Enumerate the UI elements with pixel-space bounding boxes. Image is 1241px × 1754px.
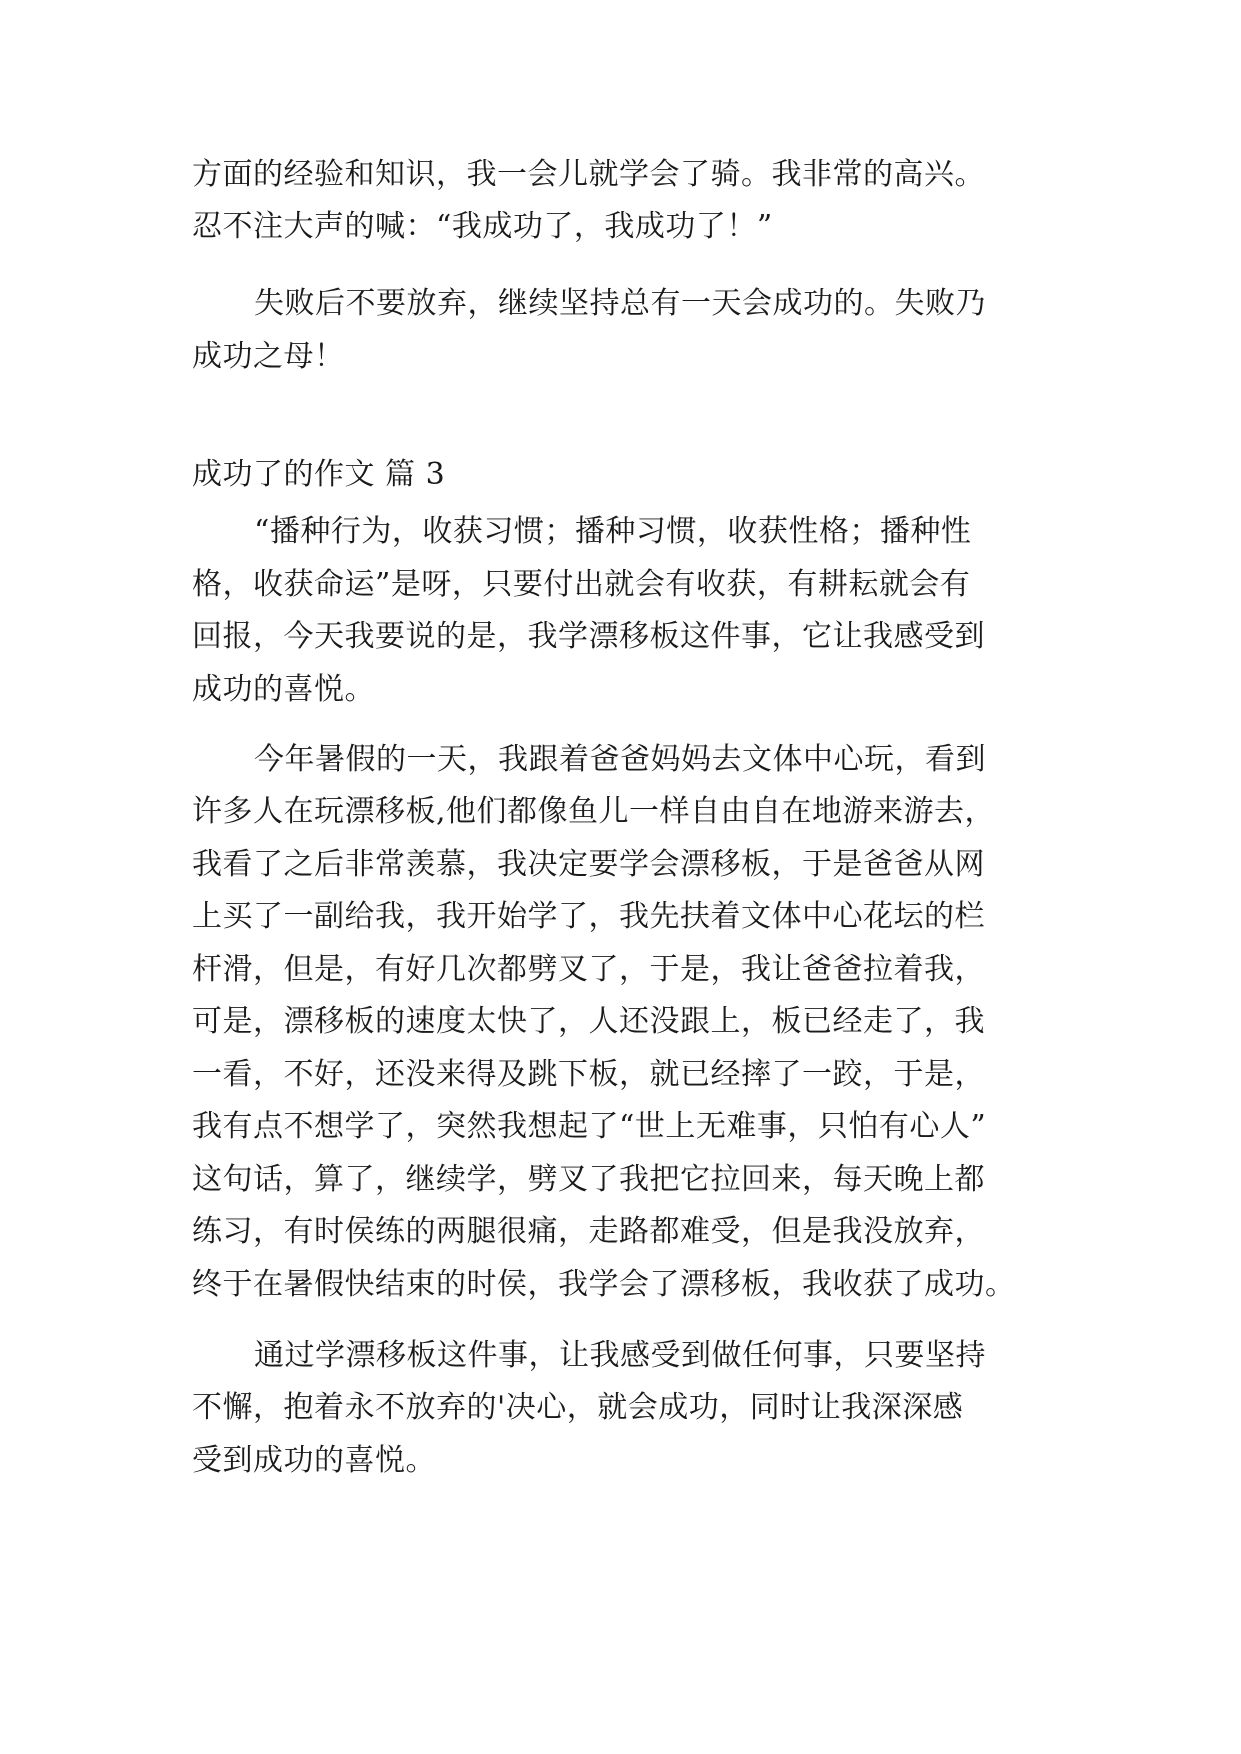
paragraph-line: 成功之母！ [192, 339, 345, 374]
paragraph-line: 方面的经验和知识，我一会儿就学会了骑。我非常的高兴。 [192, 157, 985, 192]
paragraph-line: 一看，不好，还没来得及跳下板，就已经摔了一跤，于是， [192, 1057, 985, 1092]
paragraph-line: 我看了之后非常羡慕，我决定要学会漂移板，于是爸爸从网 [192, 847, 985, 882]
paragraph-line: 这句话，算了，继续学，劈叉了我把它拉回来，每天晚上都 [192, 1162, 985, 1197]
paragraph-line: 受到成功的喜悦。 [192, 1443, 436, 1478]
paragraph-line: 上买了一副给我，我开始学了，我先扶着文体中心花坛的栏 [192, 899, 985, 934]
paragraph-line: 杆滑，但是，有好几次都劈叉了，于是，我让爸爸拉着我， [192, 952, 985, 987]
paragraph-line: 终于在暑假快结束的时侯，我学会了漂移板，我收获了成功。 [192, 1267, 1016, 1302]
paragraph-line: 今年暑假的一天，我跟着爸爸妈妈去文体中心玩，看到 [254, 742, 986, 777]
paragraph-line: 忍不注大声的喊：“我成功了，我成功了！” [192, 209, 773, 244]
paragraph-line: 格，收获命运”是呀，只要付出就会有收获，有耕耘就会有 [192, 567, 971, 602]
paragraph-line: “播种行为，收获习惯；播种习惯，收获性格；播种性 [254, 514, 972, 549]
paragraph-line: 通过学漂移板这件事，让我感受到做任何事，只要坚持 [254, 1338, 986, 1373]
paragraph-line: 成功的喜悦。 [192, 672, 375, 707]
paragraph-line: 许多人在玩漂移板,他们都像鱼儿一样自由自在地游来游去， [192, 794, 996, 829]
section-heading: 成功了的作文 篇 3 [192, 457, 446, 492]
paragraph-line: 练习，有时侯练的两腿很痛，走路都难受，但是我没放弃， [192, 1214, 985, 1249]
paragraph-line: 可是，漂移板的速度太快了，人还没跟上，板已经走了，我 [192, 1004, 985, 1039]
paragraph-line: 失败后不要放弃，继续坚持总有一天会成功的。失败乃 [254, 286, 986, 321]
paragraph-line: 我有点不想学了，突然我想起了“世上无难事，只怕有心人” [192, 1109, 987, 1144]
paragraph-line: 回报，今天我要说的是，我学漂移板这件事，它让我感受到 [192, 619, 985, 654]
paragraph-line: 不懈，抱着永不放弃的'决心，就会成功，同时让我深深感 [192, 1390, 964, 1425]
